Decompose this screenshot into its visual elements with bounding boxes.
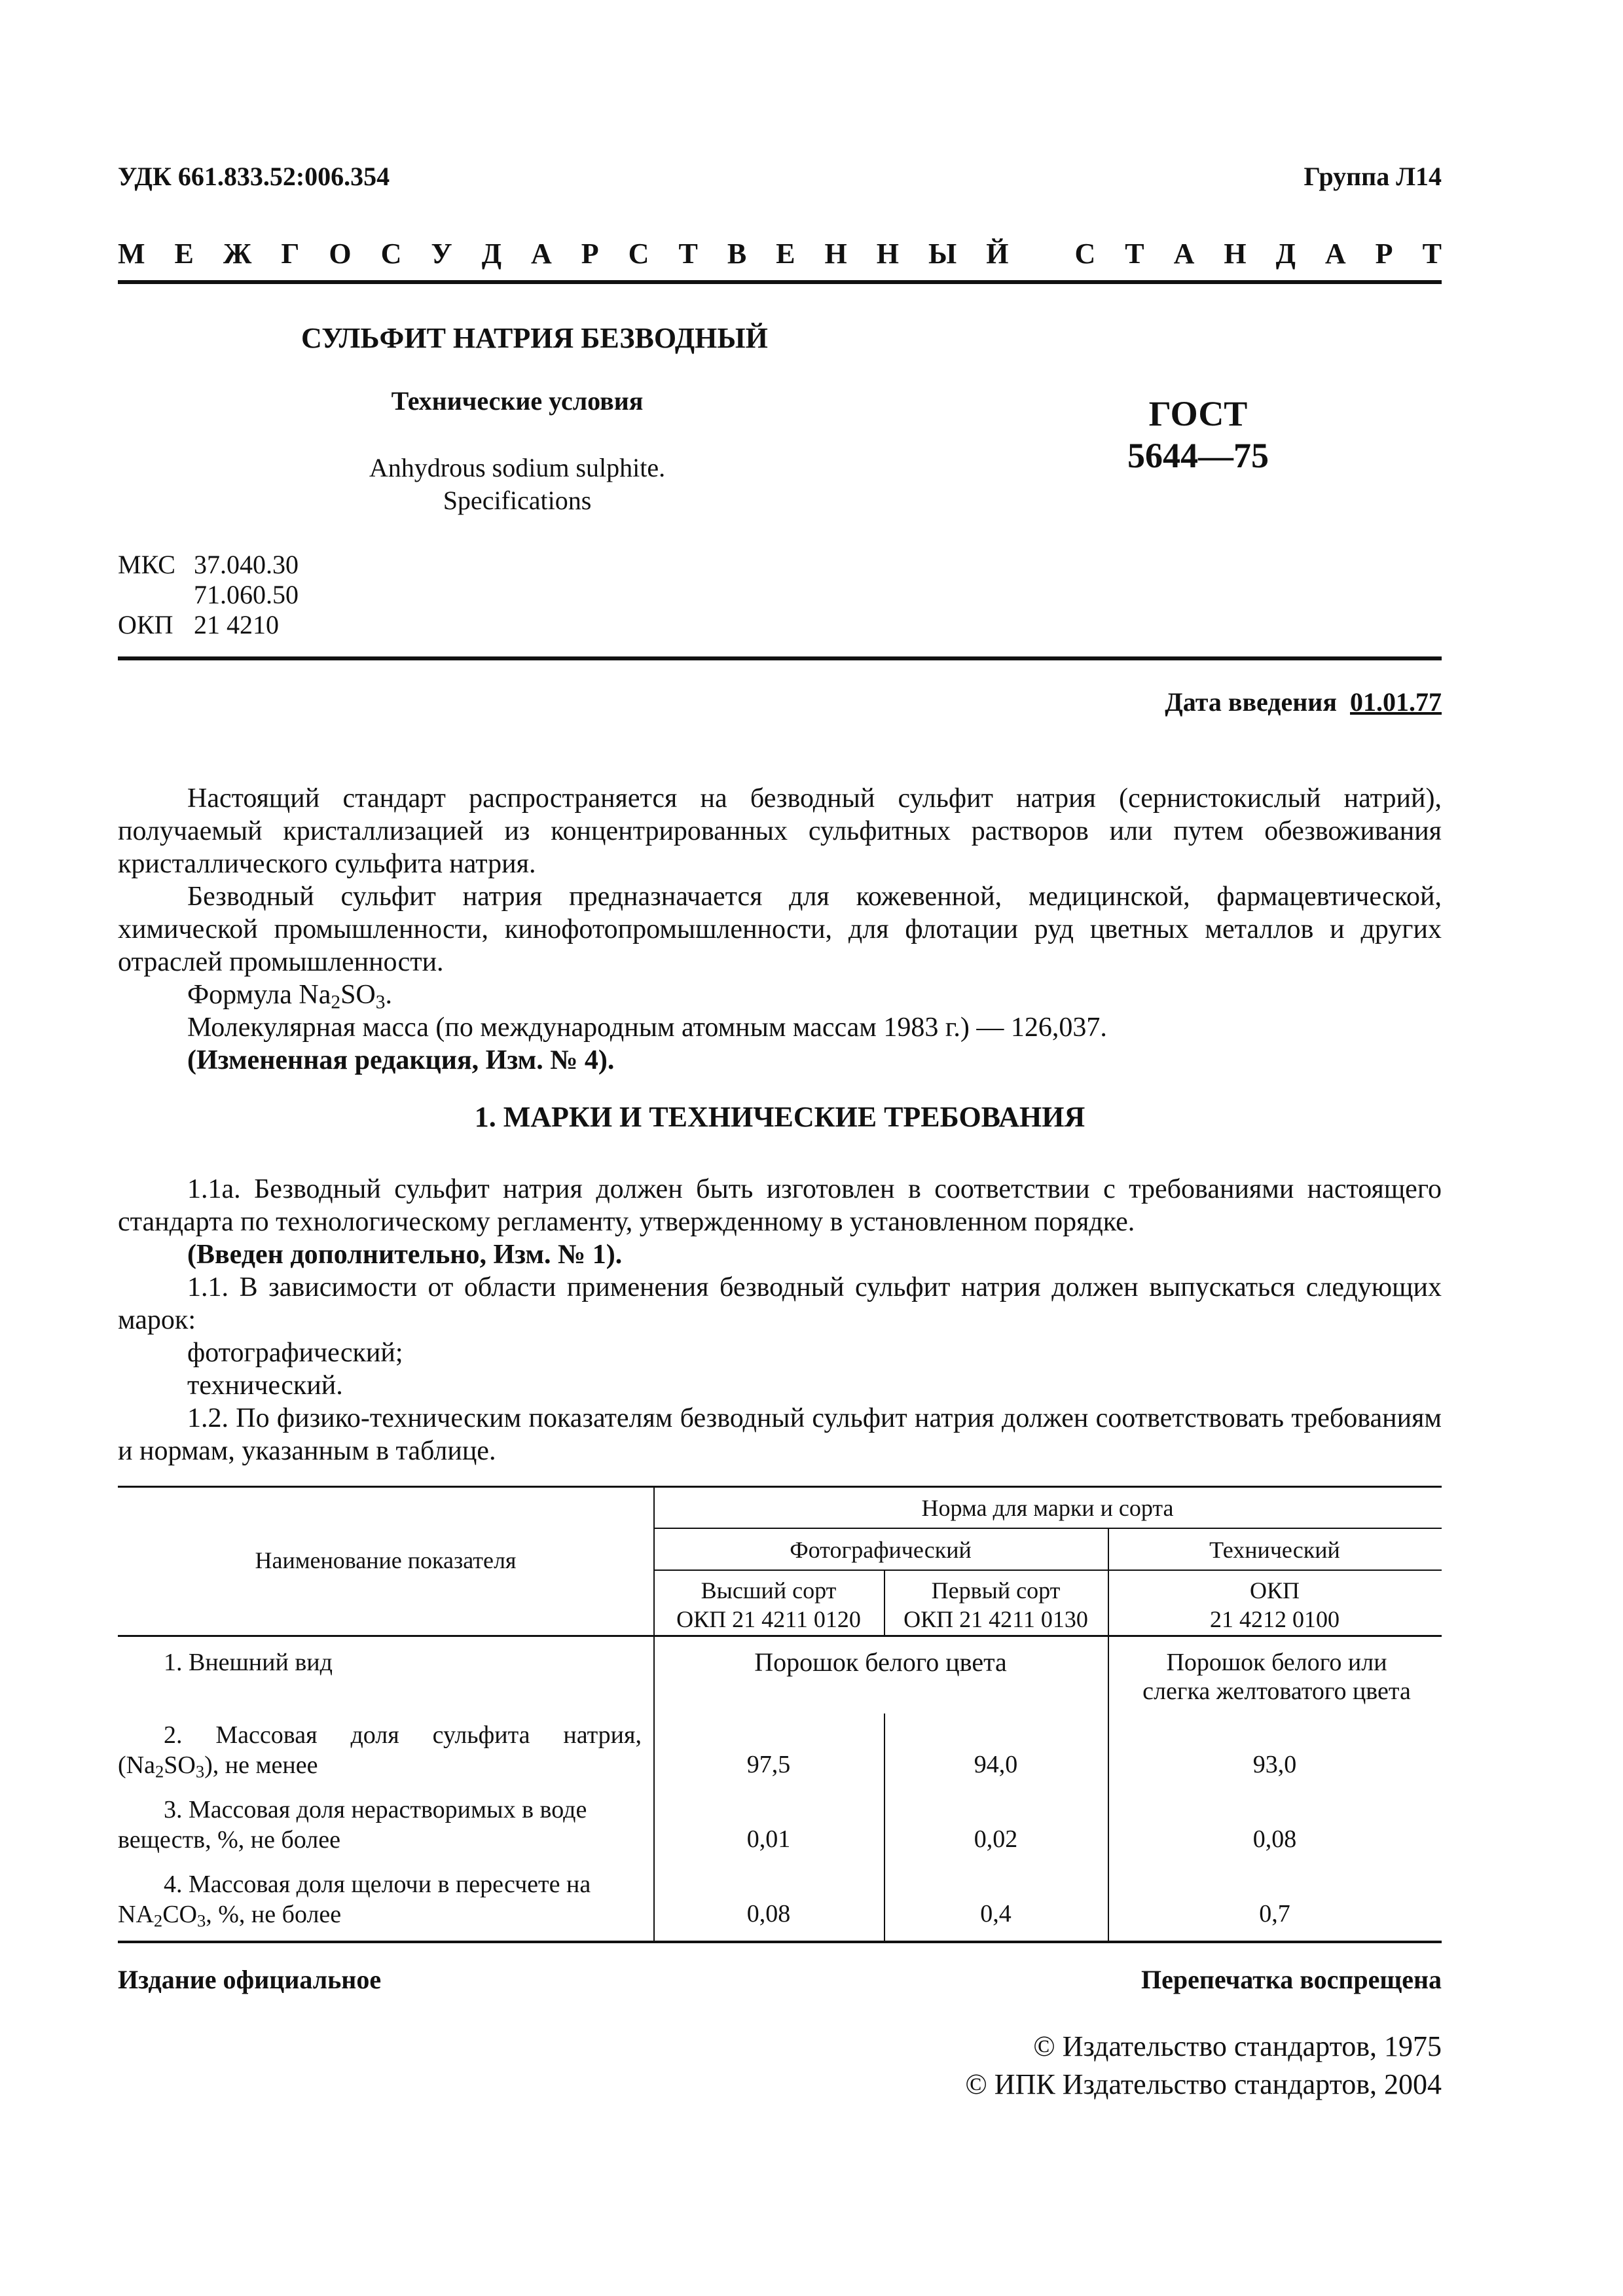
header-first-grade: Первый сорт ОКП 21 4211 0130 — [903, 1577, 1088, 1632]
grade-photographic: фотографический; — [187, 1338, 403, 1368]
row-appearance-photographic: Порошок белого цвета — [754, 1647, 1007, 1677]
banner-letter: А — [1173, 238, 1195, 270]
reprint-prohibited: Перепечатка воспрещена — [1141, 1965, 1442, 1994]
document-title: СУЛЬФИТ НАТРИЯ БЕЗВОДНЫЙ — [301, 322, 768, 354]
molecular-mass-paragraph: Молекулярная масса (по международным атомным массам 1983 г.) — 126,037. — [187, 1013, 1107, 1043]
header-photographic: Фотографический — [790, 1537, 972, 1563]
formula-paragraph: Формула $Na_2SO_3$. — [187, 980, 392, 1013]
banner-letter: Н — [876, 238, 899, 270]
banner-letter: Т — [1125, 238, 1144, 270]
english-title-line2: Specifications — [443, 486, 592, 515]
mks-code-2: 71.060.50 — [194, 580, 299, 609]
amendment-note-1: (Введен дополнительно, Изм. № 1). — [187, 1240, 623, 1270]
copyright-2004: © ИПК Издательство стандартов, 2004 — [965, 2068, 1442, 2100]
banner-letter: Д — [1275, 238, 1296, 270]
table-top-rule — [118, 1486, 1442, 1488]
banner-letter: С — [628, 238, 649, 270]
row-sulfite-technical: 93,0 — [1252, 1751, 1297, 1778]
banner-letter: А — [1324, 238, 1346, 270]
scope-paragraph: Настоящий стандарт распространяется на безводный сульфит натрия (сернистокислый натрий), получаемый кристаллизацией из концентрированных сульфитных растворов или путем обезвоживания кристаллического сульфита натрия. — [118, 783, 1442, 879]
banner-letter: Т — [678, 238, 698, 270]
banner-letter: С — [1074, 238, 1096, 270]
row-appearance-technical: Порошок белого или слегка желтоватого цвета — [1142, 1649, 1411, 1705]
row-insoluble-top-grade: 0,01 — [746, 1825, 791, 1853]
row-alkali-top-grade: 0,08 — [746, 1900, 791, 1928]
header-norm: Норма для марки и сорта — [921, 1495, 1174, 1521]
introduction-date-value: 01.01.77 — [1350, 687, 1442, 717]
banner-letter: Н — [1224, 238, 1247, 270]
introduction-date-label: Дата введения — [1165, 687, 1337, 717]
row-insoluble-technical: 0,08 — [1252, 1825, 1297, 1853]
banner-letter: Д — [481, 238, 501, 270]
clause-1-2: 1.2. По физико-техническим показателям безводный сульфит натрия должен соответствовать требованиям и нормам, указанным в таблице. — [118, 1403, 1442, 1466]
header-technical: Технический — [1209, 1537, 1340, 1563]
banner-letter: А — [531, 238, 552, 270]
banner-letter: У — [431, 238, 452, 270]
introduction-date — [917, 686, 1442, 719]
group-code: Группа Л14 — [1304, 162, 1442, 191]
banner-letter: Е — [174, 238, 194, 270]
mks-code-1: 37.040.30 — [194, 550, 299, 579]
banner-letter: Г — [281, 238, 300, 270]
table-bottom-rule — [118, 1941, 1442, 1943]
banner-letter: Ы — [928, 238, 957, 270]
banner-letter — [1038, 236, 1045, 275]
purpose-paragraph: Безводный сульфит натрия предназначается для кожевенной, медицинской, фармацевтической, химической промышленности, кинофотопромышленности, для флотации руд цветных металлов и других отраслей промышленности. — [118, 882, 1442, 977]
okp-label: ОКП — [118, 610, 173, 639]
section-1-heading: 1. МАРКИ И ТЕХНИЧЕСКИЕ ТРЕБОВАНИЯ — [474, 1101, 1085, 1133]
banner-letter: Й — [986, 238, 1009, 270]
banner-letter: Н — [824, 238, 847, 270]
english-title-line1: Anhydrous sodium sulphite. — [369, 453, 666, 482]
official-edition: Издание официальное — [118, 1965, 382, 1994]
table-rule-grade — [653, 1570, 1442, 1571]
row-alkali-first-grade: 0,4 — [980, 1900, 1012, 1928]
gost-label: ГОСТ — [1148, 394, 1248, 433]
row-alkali-name: 4. Массовая доля щелочи в пересчете на $NA_2CO_3$, %, не более — [118, 1871, 591, 1931]
header-technical-okp: ОКП 21 4212 0100 — [1210, 1577, 1340, 1632]
codes-rule — [118, 656, 1442, 660]
header-indicator-name: Наименование показателя — [255, 1547, 517, 1573]
row-appearance-name: 1. Внешний вид — [164, 1649, 333, 1676]
banner-letter: Е — [776, 238, 795, 270]
banner-letter: Ж — [223, 238, 252, 270]
banner-letter: Р — [581, 238, 599, 270]
document-subtitle: Технические условия — [391, 386, 644, 416]
banner-letter: С — [380, 238, 402, 270]
table-header-bottom-rule — [118, 1635, 1442, 1637]
row-sulfite-fraction-name: 2. Массовая доля сульфита натрия, $(Na_2SO_3)$, не менее — [118, 1721, 642, 1782]
banner-letter: Р — [1375, 238, 1393, 270]
section-1-body — [118, 1173, 1442, 1467]
banner-letter: О — [329, 238, 352, 270]
banner-letter: В — [727, 238, 747, 270]
header-top-grade: Высший сорт ОКП 21 4211 0120 — [676, 1577, 861, 1632]
interstate-standard-banner — [118, 236, 1442, 275]
scope-section — [118, 782, 1442, 1077]
udk-code: УДК 661.833.52:006.354 — [118, 162, 390, 191]
header-rule — [118, 280, 1442, 284]
mks-label: МКС — [118, 550, 175, 579]
banner-letter: М — [118, 238, 145, 270]
requirements-table — [118, 1486, 1442, 1944]
table-rule-norm — [653, 1528, 1442, 1529]
row-alkali-technical: 0,7 — [1259, 1900, 1290, 1928]
gost-number: 5644—75 — [1127, 436, 1269, 475]
row-sulfite-first-grade: 94,0 — [974, 1751, 1018, 1778]
grade-technical: технический. — [187, 1371, 343, 1401]
row-sulfite-top-grade: 97,5 — [746, 1751, 791, 1778]
copyright-1975: © Издательство стандартов, 1975 — [1033, 2030, 1442, 2062]
clause-1-1: 1.1. В зависимости от области применения безводный сульфит натрия должен выпускаться следующих марок: — [118, 1272, 1442, 1335]
banner-letter: Т — [1422, 238, 1442, 270]
row-insoluble-first-grade: 0,02 — [974, 1825, 1018, 1853]
amendment-note-4: (Измененная редакция, Изм. № 4). — [187, 1045, 615, 1075]
clause-1-1a: 1.1а. Безводный сульфит натрия должен быть изготовлен в соответствии с требованиями настоящего стандарта по технологическому регламенту, утвержденному в установленном порядке. — [118, 1174, 1442, 1237]
okp-code: 21 4210 — [194, 610, 279, 639]
row-insoluble-name: 3. Массовая доля нерастворимых в воде веществ, %, не более — [118, 1796, 587, 1854]
